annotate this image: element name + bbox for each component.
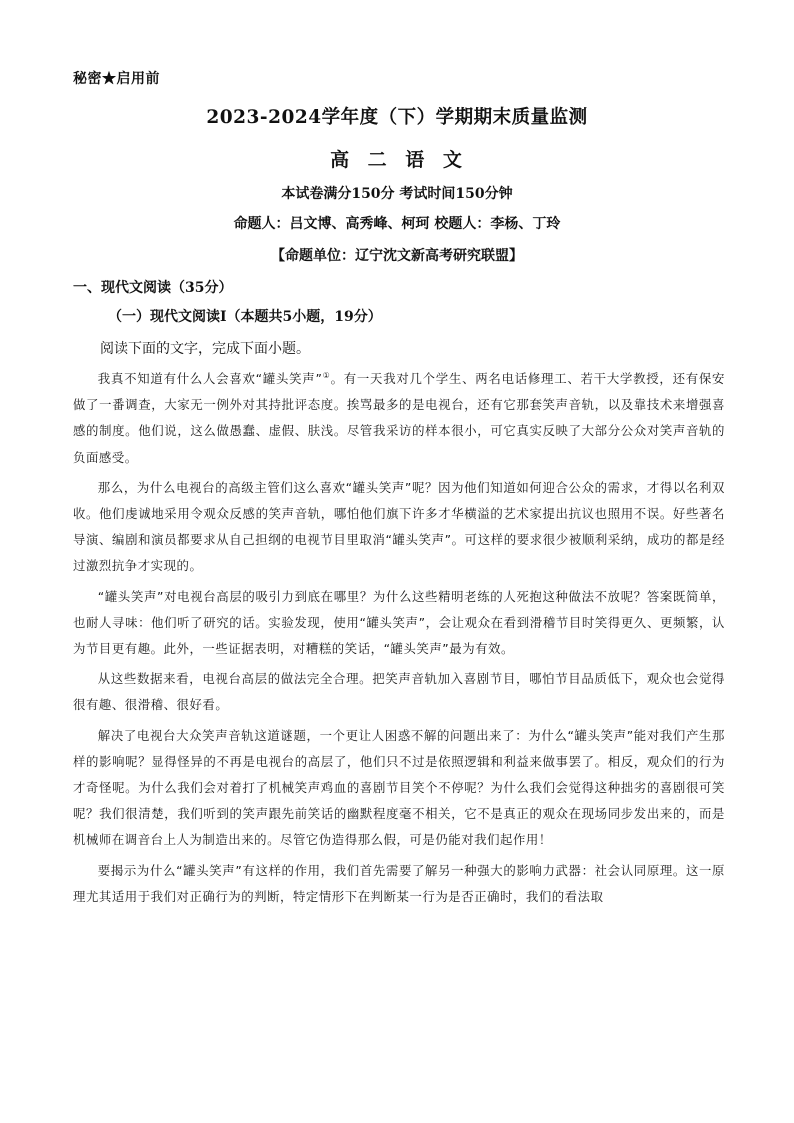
exam-title: 2023-2024学年度（下）学期期末质量监测 [206,107,588,128]
passage-paragraph-6: 要揭示为什么“罐头笑声”有这样的作用，我们首先需要了解另一种强大的影响力武器：社会认同原理。这一原理尤其适用于我们对正确行为的判断，特定情形下在判断某一行为是否正确时，我们的看法取 [73,862,725,904]
passage-paragraph-5: 解决了电视台大众笑声音轨这道谜题，一个更让人困惑不解的问题出来了：为什么“罐头笑声”能对我们产生那样的影响呢？显得怪异的不再是电视台的高层了，他们只不过是依照逻辑和利益来做事罢了。相反，观众们的行为才奇怪呢。为什么我们会对着打了机械笑声鸡血的喜剧节目笑个不停呢？为什么我们会觉得这种拙劣的喜剧很可笑呢？我们很清楚，我们听到的笑声跟先前笑话的幽默程度毫不相关，它不是真正的观众在现场同步发出来的，而是机械师在调音台上人为制造出来的。尽管它伪造得那么假，可是仍能对我们起作用！ [73,727,725,848]
passage-paragraph-1 [73,366,725,471]
exam-unit: 【命题单位：辽宁沈文新高考研究联盟】 [271,248,523,264]
subsection-heading: （一）现代文阅读Ⅰ（本题共5小题，19分） [108,309,382,325]
passage-paragraph-2: 那么，为什么电视台的高级主管们这么喜欢“罐头笑声”呢？因为他们知道如何迎合公众的需求，才得以名利双收。他们虔诚地采用令观众反感的笑声音轨，哪怕他们旗下许多才华横溢的艺术家提出抗议也照用不误。好些著名导演、编剧和演员都要求从自己担纲的电视节目里取消“罐头笑声”。可这样的要求很少被顺利采纳，成功的都是经过激烈抗争才实现的。 [73,479,725,574]
subject-title: 高 二 语 文 [330,149,464,171]
reading-instruction: 阅读下面的文字，完成下面小题。 [100,341,310,357]
passage-paragraph-3: “罐头笑声”对电视台高层的吸引力到底在哪里？为什么这些精明老练的人死抱这种做法不放呢？答案既简单，也耐人寻味：他们听了研究的话。实验发现，使用“罐头笑声”，会让观众在看到滑稽节目时笑得更久、更频繁，认为节目更有趣。此外，一些证据表明，对糟糕的笑话，“罐头笑声”最为有效。 [73,588,725,657]
passage-paragraph-4: 从这些数据来看，电视台高层的做法完全合理。把笑声音轨加入喜剧节目，哪怕节目品质低下，观众也会觉得很有趣、很滑稽、很好看。 [73,671,725,713]
confidential-label: 秘密★启用前 [73,71,160,87]
reading-passage [73,366,725,914]
paragraph-1-rest: 。有一天我对几个学生、两名电话修理工、若干大学教授，还有保安做了一番调查，大家无一例外对其持批评态度。挨骂最多的是电视台，还有它那套笑声音轨，以及靠技术来增强喜感的制度。他们说，这么做愚蠢、虚假、肤浅。尽管我采访的样本很小，可它真实反映了大部分公众对笑声音轨的负面感受。 [73,371,725,465]
exam-meta: 本试卷满分150分 考试时间150分钟 [281,186,513,202]
footnote-marker: ① [322,370,331,380]
section-heading: 一、现代文阅读（35分） [73,280,233,296]
exam-authors: 命题人：吕文博、高秀峰、柯珂 校题人：李杨、丁玲 [233,216,561,232]
paragraph-1-start: 我真不知道有什么人会喜欢“罐头笑声” [97,371,323,386]
